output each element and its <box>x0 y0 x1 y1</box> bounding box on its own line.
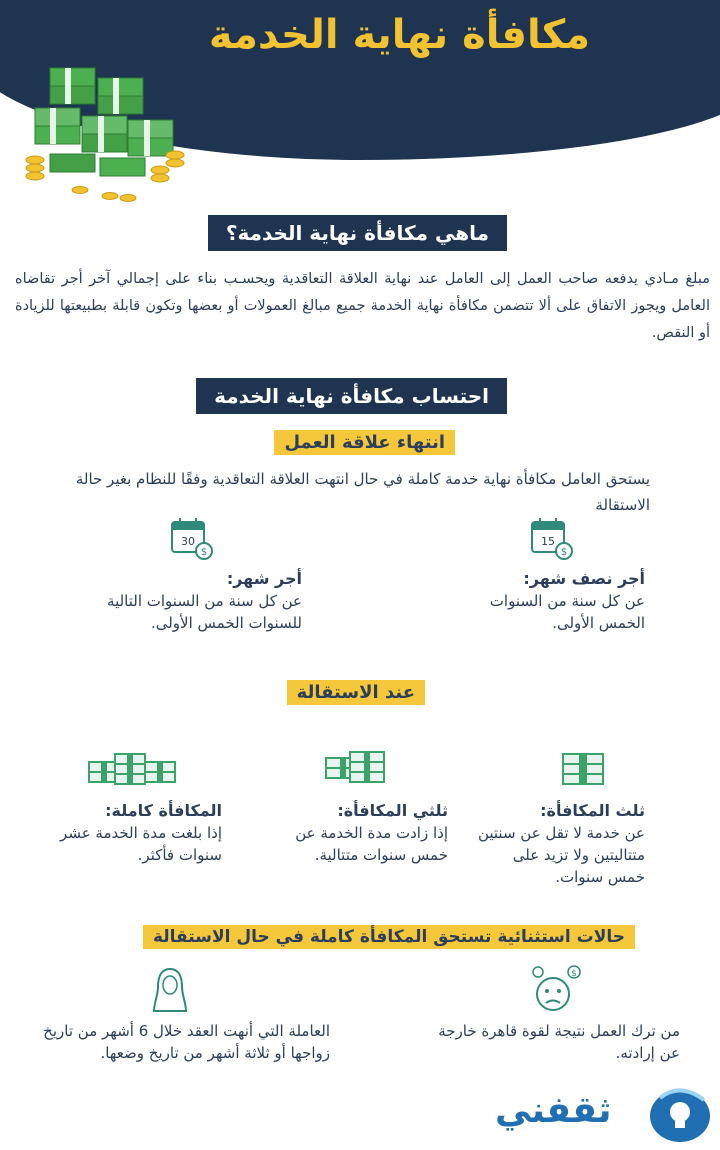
full-reward-block <box>42 800 222 866</box>
half-month-heading: أجر نصف شهر: <box>523 569 645 588</box>
termination-paragraph: يستحق العامل مكافأة نهاية خدمة كاملة في حال انتهت العلاقة التعاقدية وفقًا للنظام بغير حالة الاستقالة <box>75 470 650 514</box>
subtitle-termination: انتهاء علاقة العمل <box>274 430 455 455</box>
svg-text:15: 15 <box>541 535 555 548</box>
two-thirds-reward-body: إذا زادت مدة الخدمة عن خمس سنوات متتالية. <box>295 824 448 864</box>
page-title: مكافأة نهاية الخدمة <box>208 12 590 58</box>
female-worker-text: العاملة التي أنهت العقد خلال 6 أشهر من تاريخ زواجها أو ثلاثة أشهر من تاريخ وضعها. <box>43 1022 330 1062</box>
definition-paragraph: مبلغ مـادي يدفعه صاحب العمل إلى العامل عند نهاية العلاقة التعاقدية ويحسـب بناء على إجمالي آخر أجر تقاضاه العامل ويجوز الاتفاق على ألا تتضمن مكافأة نهاية الخدمة جميع مبالغ العمولات أو بعضها وتكون قابلة بطبيعتها للزيادة أو النقص. <box>15 271 710 341</box>
full-month-block <box>72 568 302 634</box>
two-thirds-reward-heading: ثلثي المكافأة: <box>337 801 448 820</box>
full-reward-body: إذا بلغت مدة الخدمة عشر سنوات فأكثر. <box>60 824 222 864</box>
third-reward-heading: ثلث المكافأة: <box>540 801 645 820</box>
section-title-what-is: ماهي مكافأة نهاية الخدمة؟ <box>208 215 507 251</box>
subtitle-exceptions: حالات استثنائية تستحق المكافأة كاملة في حال الاستقالة <box>143 925 635 949</box>
cash-bundle-icon <box>555 748 615 788</box>
money-stack-icon <box>20 58 190 208</box>
svg-text:$: $ <box>560 547 568 558</box>
cash-bundle-icon <box>320 748 390 788</box>
two-thirds-reward-block <box>263 800 448 866</box>
third-reward-body: عن خدمة لا تقل عن سنتين متتاليتين ولا تزيد على خمس سنوات. <box>477 824 645 886</box>
logo-text: ثقفني <box>495 1090 612 1131</box>
force-majeure-text: من ترك العمل نتيجة لقوة قاهرة خارجة عن إرادته. <box>438 1022 680 1062</box>
third-reward-block <box>475 800 645 888</box>
svg-text:$: $ <box>571 969 577 979</box>
cash-bundle-icon <box>85 748 181 790</box>
subtitle-resignation: عند الاستقالة <box>287 680 425 705</box>
calendar-money-icon <box>528 516 574 562</box>
half-month-body: عن كل سنة من السنوات الخمس الأولى. <box>489 592 645 632</box>
full-month-heading: أجر شهر: <box>226 569 302 588</box>
section-title-calculation: احتساب مكافأة نهاية الخدمة <box>196 378 507 414</box>
svg-text:$: $ <box>200 547 208 558</box>
full-reward-heading: المكافأة كاملة: <box>105 801 222 820</box>
worried-face-icon <box>522 962 584 1014</box>
woman-icon <box>150 965 190 1015</box>
calendar-money-icon <box>168 516 214 562</box>
half-month-block <box>455 568 645 634</box>
full-month-body: عن كل سنة من السنوات التالية للسنوات الخمس الأولى. <box>107 592 302 632</box>
svg-text:30: 30 <box>181 535 195 548</box>
